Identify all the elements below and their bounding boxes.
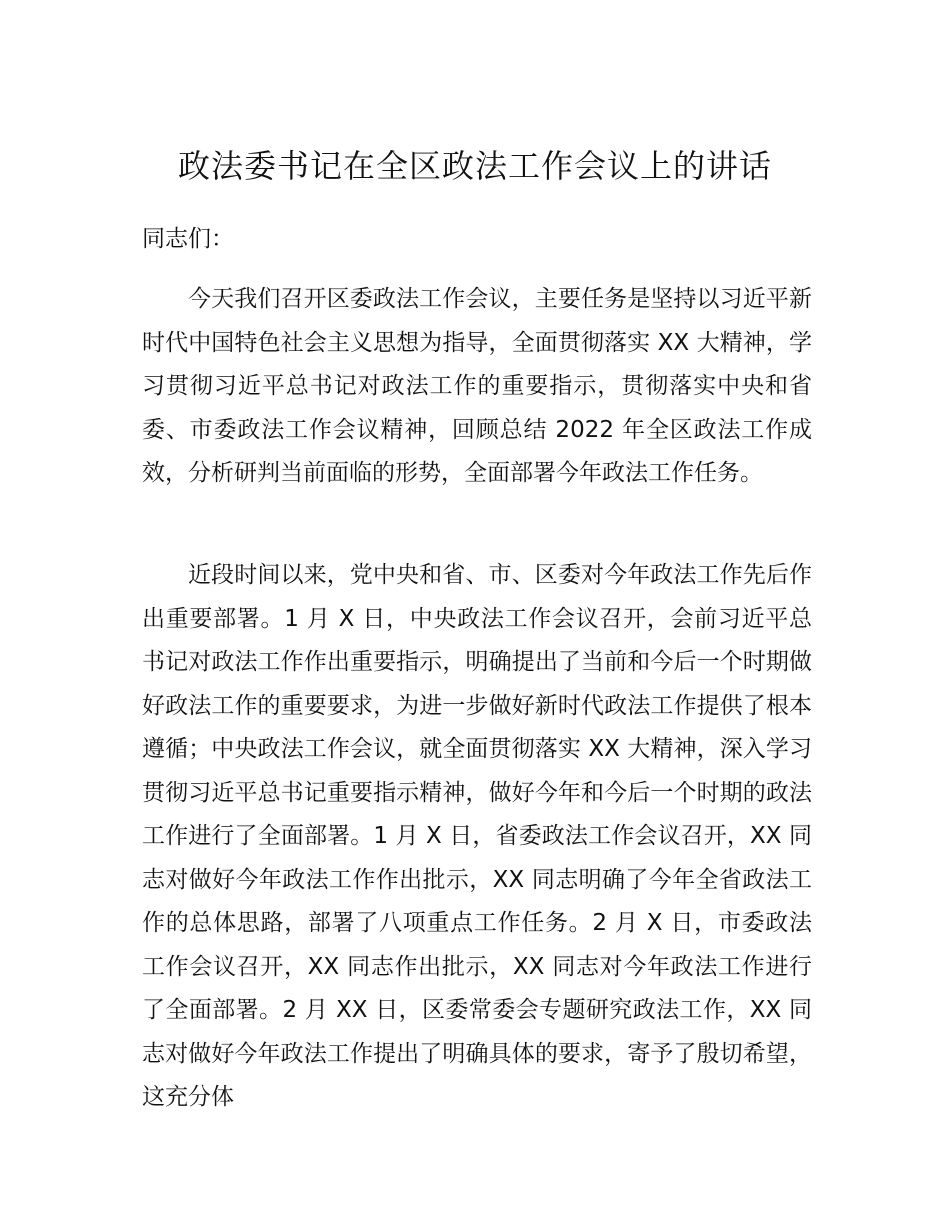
salutation: 同志们：: [142, 226, 234, 252]
paragraph-1: 今天我们召开区委政法工作会议，主要任务是坚持以习近平新时代中国特色社会主义思想为指导，全面贯彻落实 XX 大精神，学习贯彻习近平总书记对政法工作的重要指示，贯彻落实中央和省委、市委政法工作会议精神，回顾总结 2022 年全区政法工作成效，分析研判当前面临的形势，全面部署今年政法工作任务。: [142, 286, 812, 486]
page-title: 政法委书记在全区政法工作会议上的讲话: [177, 147, 772, 185]
paragraph-2: 近段时间以来，党中央和省、市、区委对今年政法工作先后作出重要部署。1 月 X 日，中央政法工作会议召开，会前习近平总书记对政法工作作出重要指示，明确提出了当前和今后一个时期做好政法工作的重要要求，为进一步做好新时代政法工作提供了根本遵循；中央政法工作会议，就全面贯彻落实 XX 大精神，深入学习贯彻习近平总书记重要指示精神，做好今年和今后一个时期的政法工作进行了全面部署。1 月 X 日，省委政法工作会议召开，XX 同志对做好今年政法工作作出批示，XX 同志明确了今年全省政法工作的总体思路，部署了八项重点工作任务。2 月 X 日，市委政法工作会议召开，XX 同志作出批示，XX 同志对今年政法工作进行了全面部署。2 月 XX 日，区委常委会专题研究政法工作，XX 同志对做好今年政法工作提出了明确具体的要求，寄予了殷切希望，这充分体: [142, 562, 812, 1110]
